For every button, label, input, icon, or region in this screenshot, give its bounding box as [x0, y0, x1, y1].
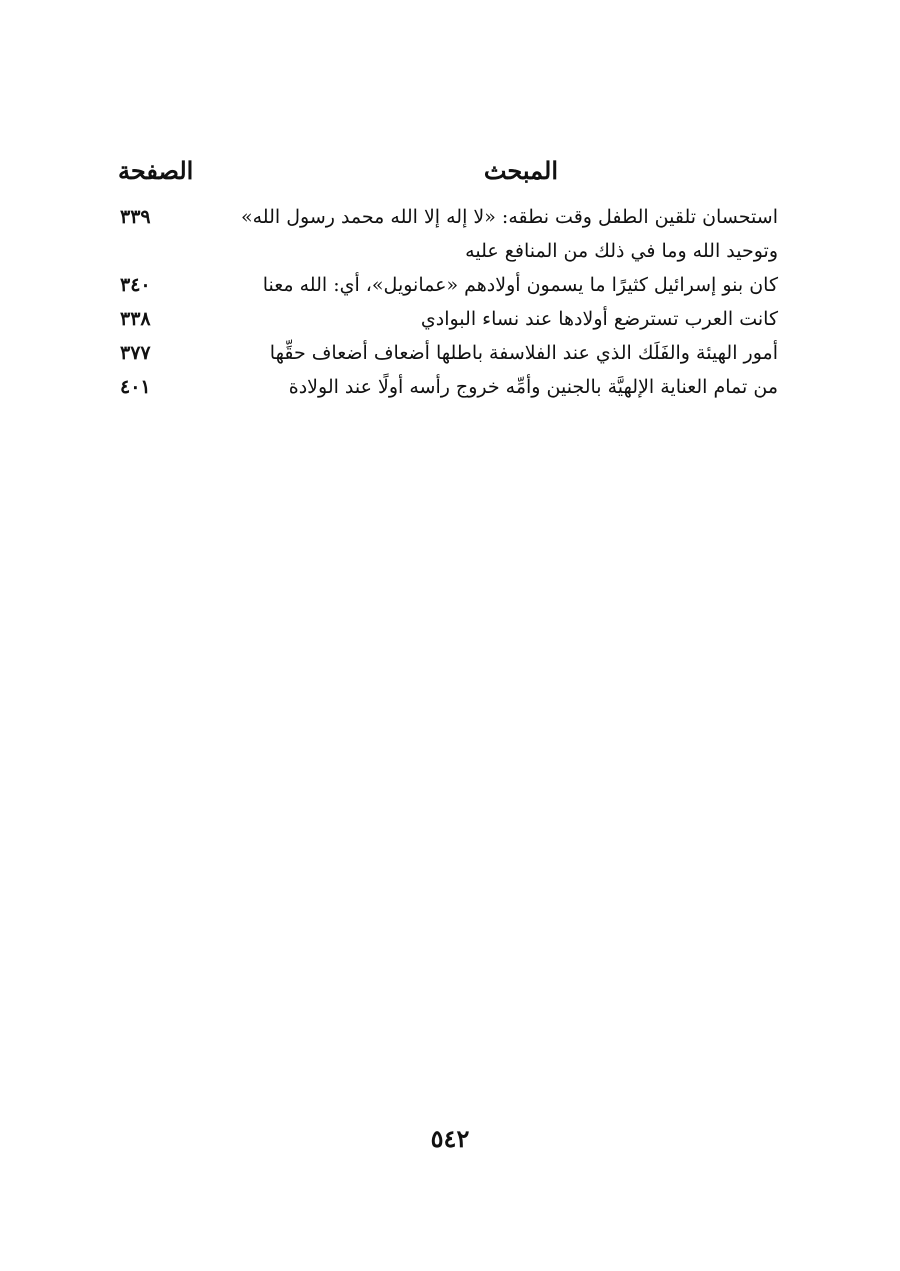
entry-topic-line: وتوحيد الله وما في ذلك من المنافع عليه: [465, 240, 778, 262]
page-column-heading: الصفحة: [118, 156, 194, 185]
entry-page-number: ٣٧٧: [120, 342, 151, 364]
index-entry: [110, 200, 790, 268]
index-entry: [110, 336, 790, 370]
index-entry: [110, 302, 790, 336]
entry-page-number: ٤٠١: [120, 376, 151, 398]
topic-column-heading: المبحث: [483, 156, 558, 185]
index-list: [110, 200, 790, 404]
page-number-footer: ٥٤٢: [430, 1124, 470, 1153]
entry-page-number: ٣٣٩: [120, 206, 151, 228]
entry-topic-line: استحسان تلقين الطفل وقت نطقه: «لا إله إلا الله محمد رسول الله»: [240, 206, 778, 228]
entry-page-number: ٣٤٠: [120, 274, 151, 296]
index-entry: [110, 370, 790, 404]
entry-topic-line: من تمام العناية الإلهيَّة بالجنين وأمِّه خروج رأسه أولًا عند الولادة: [288, 376, 778, 398]
index-entry: [110, 268, 790, 302]
entry-topic-line: كان بنو إسرائيل كثيرًا ما يسمون أولادهم «عمانويل»، أي: الله معنا: [262, 274, 778, 296]
entry-topic-line: كانت العرب تسترضع أولادها عند نساء البوادي: [420, 308, 778, 330]
entry-page-number: ٣٣٨: [120, 308, 151, 330]
table-header: [110, 156, 790, 196]
entry-topic-line: أمور الهيئة والفَلَك الذي عند الفلاسفة باطلها أضعاف أضعاف حقِّها: [269, 342, 778, 364]
